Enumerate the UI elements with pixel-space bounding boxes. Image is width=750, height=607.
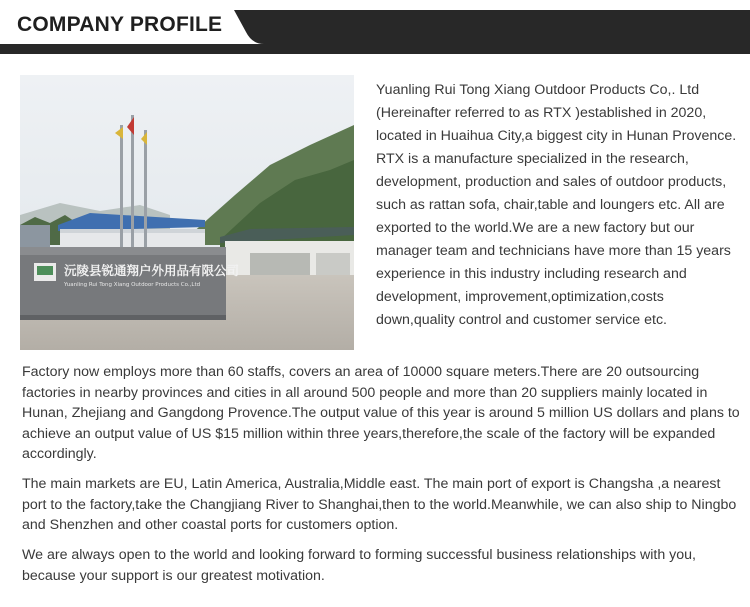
closing-paragraph: We are always open to the world and looking forward to forming successful business relationships with you, because your support is our greatest motivation.: [22, 547, 696, 584]
sign-text-cn: 沅陵县锐通翔户外用品有限公司: [64, 263, 240, 278]
sign-text-en: Yuanling Rui Tong Xiang Outdoor Products Co.,Ltd: [64, 282, 201, 288]
page-title: COMPANY PROFILE: [17, 13, 223, 36]
factory-building-icon: [20, 75, 354, 350]
section-header: [0, 0, 750, 54]
factory-paragraph: Factory now employs more than 60 staffs, covers an area of 10000 square meters.There are 20 outsourcing factories in nearby provinces and cities in all around 500 people and more than 20 suppliers mainly located in Hunan, Zhejiang and Gangdong Provence.The output value of this year is around 5 million US dollars and plans to achieve an output value of US $15 million within three years,therefore,the scale of the factory will be expanded accordingly.: [22, 364, 740, 462]
markets-paragraph: The main markets are EU, Latin America, Australia,Middle east. The main port of export is Changsha ,a nearest port to the factory,take the Changjiang River to Shanghai,then to the world.Meanwhile, we can also ship to Ningbo and Shenzhen and other coastal ports for customers option.: [22, 476, 737, 533]
factory-photo: [20, 75, 354, 350]
intro-text: Yuanling Rui Tong Xiang Outdoor Products Co,. Ltd (Hereinafter referred to as RTX )established in 2020, located in Huaihua City,a biggest city in Hunan Provence. RTX is a manufacture specialized in the research, development, production and sales of outdoor products, such as rattan sofa, chair,table and loungers etc. All are exported to the world.We are a new factory but our manager team and technicians have more than 15 years experience in this industry including research and development, improvement,optimization,costs down,quality control and customer service etc.: [376, 82, 737, 328]
